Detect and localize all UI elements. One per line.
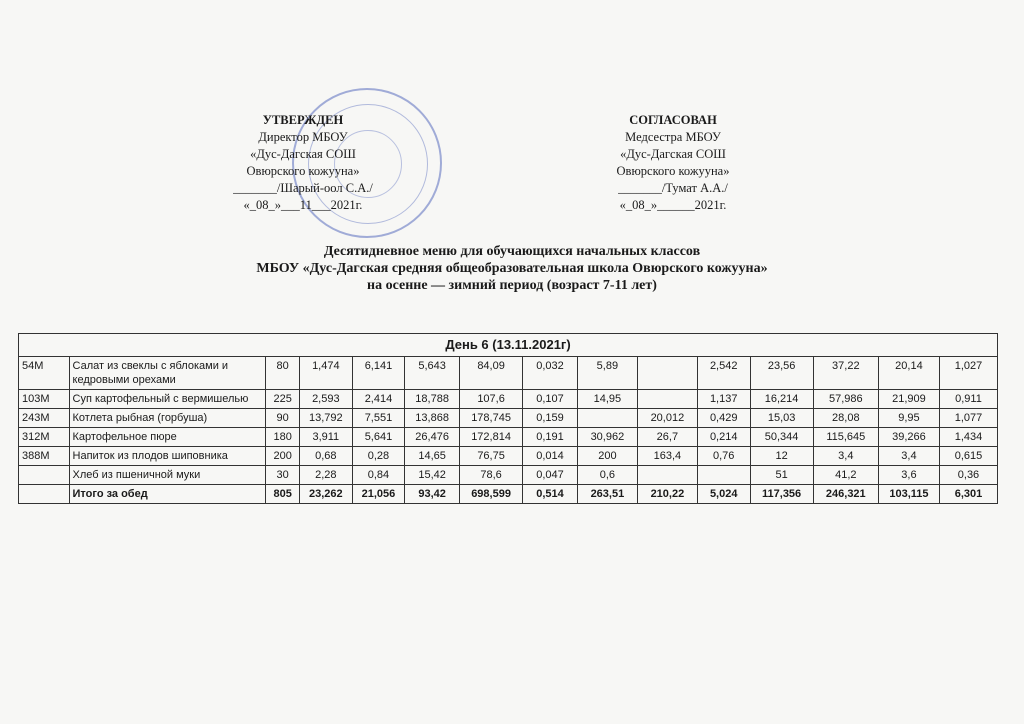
value-cell: 0,28 [352,447,405,466]
dish-name-cell: Салат из свеклы с яблоками и кедровыми орехами [69,357,266,390]
value-cell: 3,4 [813,447,878,466]
value-cell: 76,75 [460,447,523,466]
value-cell: 23,262 [300,485,353,504]
menu-row [19,485,998,504]
day-title: День 6 (13.11.2021г) [19,334,998,357]
agreement-title: СОГЛАСОВАН [629,113,717,127]
menu-title-line-3: на осенне — зимний период (возраст 7-11 лет) [367,278,657,293]
value-cell: 14,65 [405,447,460,466]
value-cell: 30 [266,466,300,485]
menu-row [19,390,998,409]
menu-title-line-1: Десятидневное меню для обучающихся начальных классов [323,244,701,259]
value-cell: 0,911 [939,390,997,409]
approval-line-3: Овюрского кожууна» [246,164,360,178]
value-cell: 210,22 [637,485,697,504]
value-cell: 26,476 [405,428,460,447]
value-cell: 0,214 [697,428,750,447]
value-cell: 28,08 [813,409,878,428]
menu-row [19,428,998,447]
value-cell: 15,42 [405,466,460,485]
value-cell [637,390,697,409]
value-cell: 84,09 [460,357,523,390]
value-cell: 225 [266,390,300,409]
agreement-line-2: «Дус-Дагская СОШ [620,147,726,161]
value-cell: 1,137 [697,390,750,409]
value-cell: 6,301 [939,485,997,504]
dish-name-cell: Котлета рыбная (горбуша) [69,409,266,428]
agreement-line-3: Овюрского кожууна» [616,164,730,178]
recipe-code-cell: 388М [19,447,70,466]
value-cell: 0,84 [352,466,405,485]
dish-name-cell: Картофельное пюре [69,428,266,447]
value-cell: 180 [266,428,300,447]
value-cell: 3,4 [878,447,939,466]
value-cell: 2,414 [352,390,405,409]
value-cell: 5,024 [697,485,750,504]
value-cell: 0,159 [523,409,578,428]
value-cell: 2,593 [300,390,353,409]
approval-title: УТВЕРЖДЕН [262,113,344,127]
day-header-row [19,334,998,357]
value-cell: 1,474 [300,357,353,390]
value-cell: 20,012 [637,409,697,428]
value-cell: 0,107 [523,390,578,409]
approval-line-1: Директор МБОУ [258,130,348,144]
value-cell: 0,36 [939,466,997,485]
value-cell: 6,141 [352,357,405,390]
value-cell: 0,514 [523,485,578,504]
value-cell: 14,95 [577,390,637,409]
value-cell: 0,615 [939,447,997,466]
value-cell: 200 [266,447,300,466]
value-cell: 2,28 [300,466,353,485]
menu-row [19,409,998,428]
value-cell: 23,56 [750,357,813,390]
recipe-code-cell [19,485,70,504]
approval-signature-line: _______/Шарый-оол С.А./ [233,181,373,195]
value-cell: 26,7 [637,428,697,447]
value-cell: 20,14 [878,357,939,390]
value-cell: 1,027 [939,357,997,390]
agreement-signature-line: _______/Тумат А.А./ [618,181,728,195]
approval-line-2: «Дус-Дагская СОШ [250,147,356,161]
agreement-block [588,112,758,214]
value-cell [637,357,697,390]
menu-table [18,333,998,504]
value-cell: 39,266 [878,428,939,447]
value-cell: 2,542 [697,357,750,390]
menu-row [19,447,998,466]
value-cell: 117,356 [750,485,813,504]
dish-name-cell: Напиток из плодов шиповника [69,447,266,466]
value-cell: 9,95 [878,409,939,428]
value-cell: 80 [266,357,300,390]
value-cell: 16,214 [750,390,813,409]
value-cell: 37,22 [813,357,878,390]
value-cell: 805 [266,485,300,504]
recipe-code-cell [19,466,70,485]
value-cell: 5,643 [405,357,460,390]
value-cell: 12 [750,447,813,466]
value-cell: 5,89 [577,357,637,390]
value-cell: 1,434 [939,428,997,447]
value-cell: 1,077 [939,409,997,428]
menu-title-line-2: МБОУ «Дус-Дагская средняя общеобразовательная школа Овюрского кожууна» [256,261,768,276]
value-cell: 93,42 [405,485,460,504]
approval-date-line: «_08_»___11___2021г. [243,198,363,212]
value-cell: 41,2 [813,466,878,485]
approval-block [218,112,388,214]
value-cell: 21,909 [878,390,939,409]
value-cell: 78,6 [460,466,523,485]
value-cell: 172,814 [460,428,523,447]
value-cell: 13,868 [405,409,460,428]
value-cell: 107,6 [460,390,523,409]
value-cell: 0,047 [523,466,578,485]
dish-name-cell: Суп картофельный с вермишелью [69,390,266,409]
value-cell: 178,745 [460,409,523,428]
value-cell [697,466,750,485]
value-cell: 103,115 [878,485,939,504]
dish-name-cell: Итого за обед [69,485,266,504]
value-cell: 3,911 [300,428,353,447]
value-cell: 0,191 [523,428,578,447]
value-cell: 0,429 [697,409,750,428]
value-cell: 200 [577,447,637,466]
value-cell: 246,321 [813,485,878,504]
recipe-code-cell: 54М [19,357,70,390]
value-cell: 30,962 [577,428,637,447]
value-cell: 50,344 [750,428,813,447]
recipe-code-cell: 243М [19,409,70,428]
value-cell: 21,056 [352,485,405,504]
value-cell: 698,599 [460,485,523,504]
value-cell: 3,6 [878,466,939,485]
value-cell: 57,986 [813,390,878,409]
value-cell [637,466,697,485]
value-cell [577,409,637,428]
value-cell: 90 [266,409,300,428]
value-cell: 5,641 [352,428,405,447]
value-cell: 263,51 [577,485,637,504]
value-cell: 115,645 [813,428,878,447]
value-cell: 51 [750,466,813,485]
value-cell: 0,032 [523,357,578,390]
agreement-line-1: Медсестра МБОУ [625,130,721,144]
menu-row [19,357,998,390]
value-cell: 15,03 [750,409,813,428]
value-cell: 0,6 [577,466,637,485]
recipe-code-cell: 103М [19,390,70,409]
dish-name-cell: Хлеб из пшеничной муки [69,466,266,485]
value-cell: 0,014 [523,447,578,466]
agreement-date-line: «_08_»______2021г. [619,198,727,212]
value-cell: 18,788 [405,390,460,409]
value-cell: 7,551 [352,409,405,428]
menu-row [19,466,998,485]
value-cell: 163,4 [637,447,697,466]
value-cell: 0,68 [300,447,353,466]
value-cell: 0,76 [697,447,750,466]
value-cell: 13,792 [300,409,353,428]
recipe-code-cell: 312М [19,428,70,447]
